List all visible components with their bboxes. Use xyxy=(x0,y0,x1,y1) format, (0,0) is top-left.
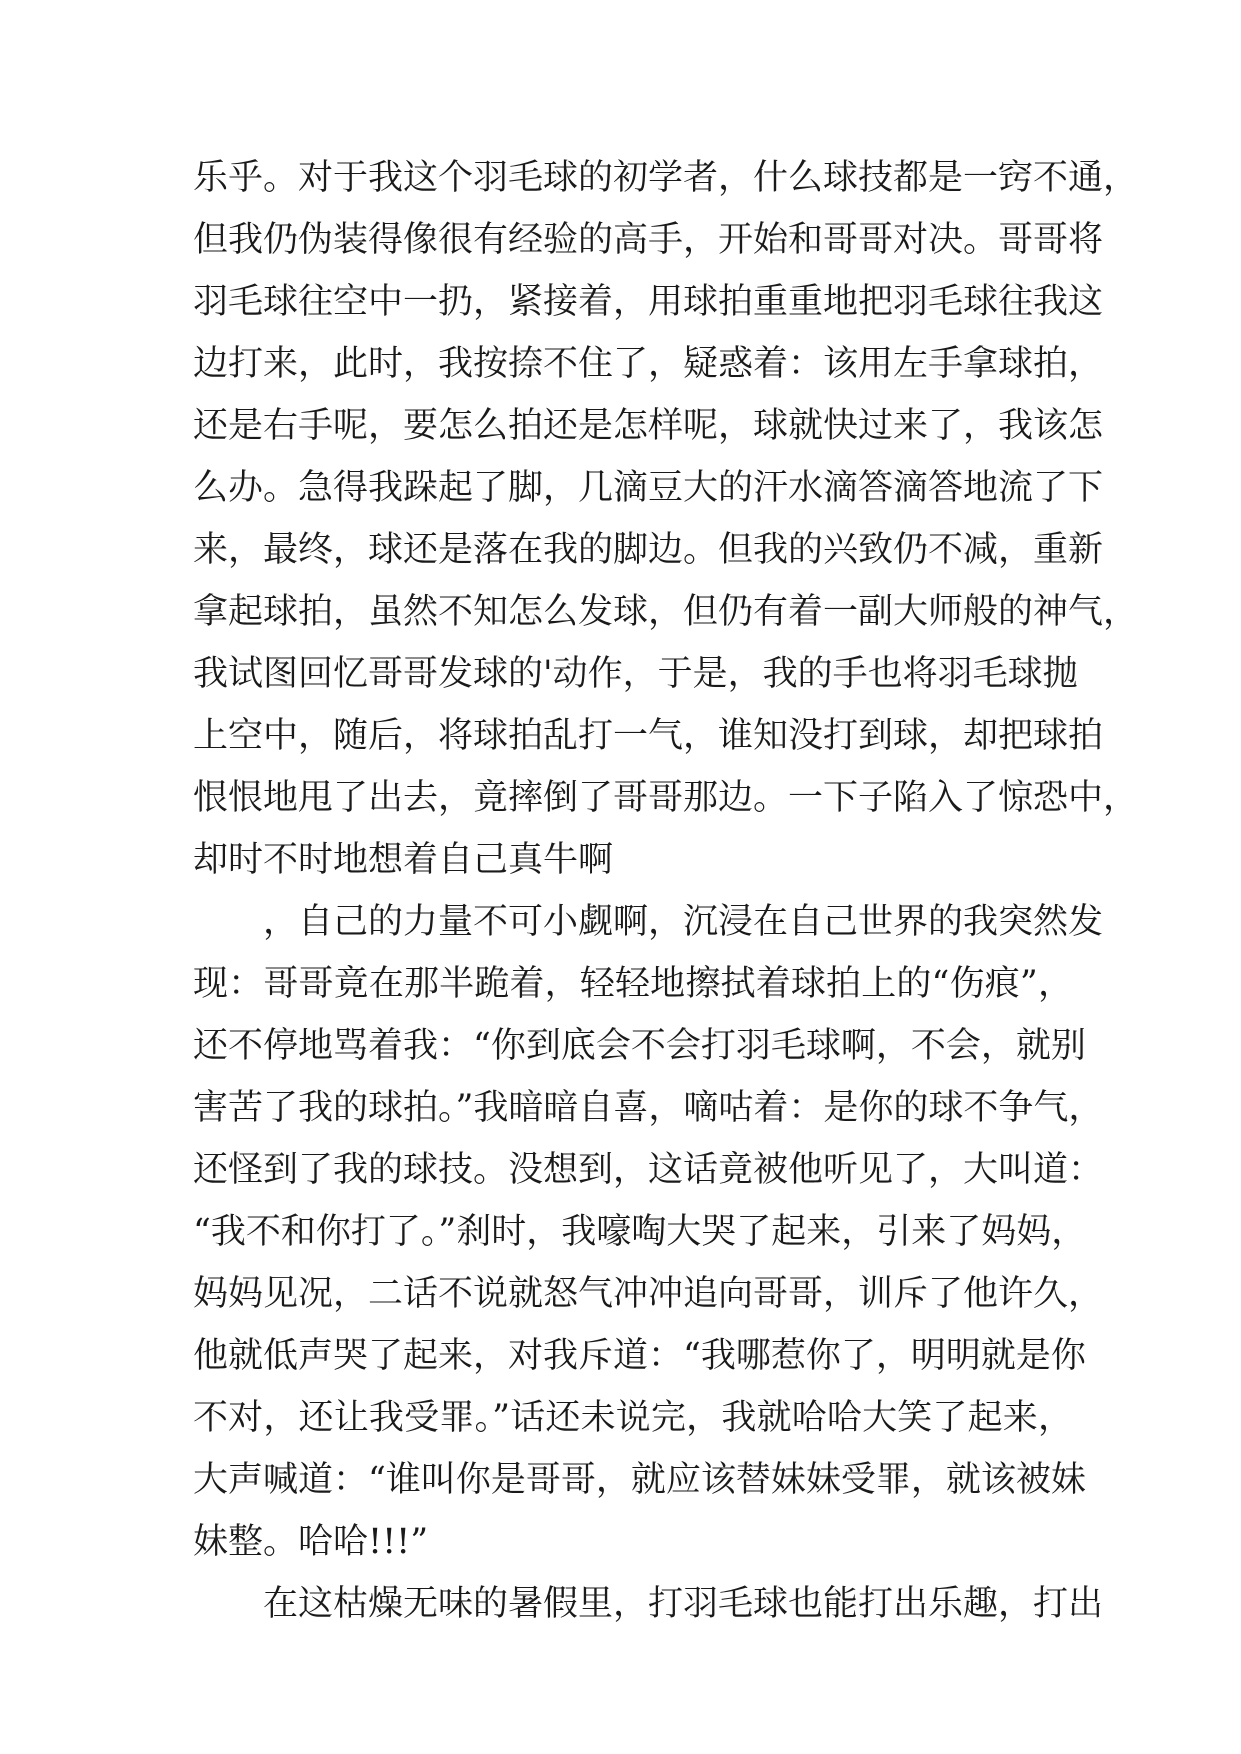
text-line: 我试图回忆哥哥发球的'动作，于是，我的手也将羽毛球抛 xyxy=(193,654,1078,694)
text-line: 还怪到了我的球技。没想到，这话竟被他听见了，大叫道： xyxy=(193,1150,1104,1190)
text-line: 边打来，此时，我按捺不住了，疑惑着：该用左手拿球拍， xyxy=(193,344,1104,384)
text-line: 不对，还让我受罪。”话还未说完，我就哈哈大笑了起来， xyxy=(193,1398,1073,1438)
text-line: 么办。急得我跺起了脚，几滴豆大的汗水滴答滴答地流了下 xyxy=(193,468,1104,508)
text-line: 羽毛球往空中一扔，紧接着，用球拍重重地把羽毛球往我这 xyxy=(193,282,1104,322)
text-line: 大声喊道：“谁叫你是哥哥，就应该替妹妹受罪，就该被妹 xyxy=(193,1460,1086,1500)
text-line: 现：哥哥竟在那半跪着，轻轻地擦拭着球拍上的“伤痕”， xyxy=(193,964,1073,1004)
text-line: 来，最终，球还是落在我的脚边。但我的兴致仍不减，重新 xyxy=(193,530,1104,570)
text-line: 他就低声哭了起来，对我斥道：“我哪惹你了，明明就是你 xyxy=(193,1336,1086,1376)
text-line: 妹整。哈哈!!!” xyxy=(193,1522,429,1562)
text-line: 恨恨地甩了出去，竟摔倒了哥哥那边。一下子陷入了惊恐中， xyxy=(193,778,1139,818)
text-line: 还是右手呢，要怎么拍还是怎样呢，球就快过来了，我该怎 xyxy=(193,406,1104,446)
text-line: 拿起球拍，虽然不知怎么发球，但仍有着一副大师般的神气， xyxy=(193,592,1139,632)
text-line: 在这枯燥无味的暑假里，打羽毛球也能打出乐趣，打出 xyxy=(263,1584,1104,1624)
text-line: 但我仍伪装得像很有经验的高手，开始和哥哥对决。哥哥将 xyxy=(193,220,1104,260)
text-line: ，自己的力量不可小觑啊，沉浸在自己世界的我突然发 xyxy=(263,902,1104,942)
text-line: 乐乎。对于我这个羽毛球的初学者，什么球技都是一窍不通， xyxy=(193,158,1139,198)
text-line: 上空中，随后，将球拍乱打一气，谁知没打到球，却把球拍 xyxy=(193,716,1104,756)
text-line: 还不停地骂着我：“你到底会不会打羽毛球啊，不会，就别 xyxy=(193,1026,1086,1066)
document-body xyxy=(193,147,1139,1635)
text-line: “我不和你打了。”刹时，我嚎啕大哭了起来，引来了妈妈， xyxy=(193,1212,1087,1252)
text-line: 害苦了我的球拍。”我暗暗自喜，嘀咕着：是你的球不争气， xyxy=(193,1088,1104,1128)
text-line: 妈妈见况，二话不说就怒气冲冲追向哥哥，训斥了他许久， xyxy=(193,1274,1104,1314)
text-line: 却时不时地想着自己真牛啊 xyxy=(193,840,614,880)
